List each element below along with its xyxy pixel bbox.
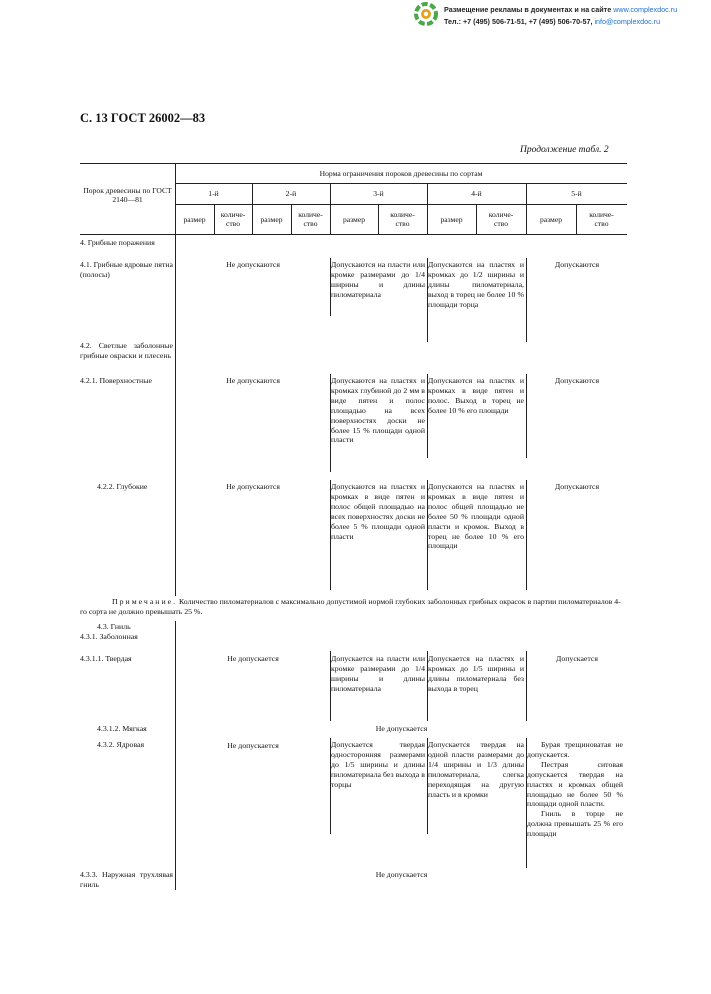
header-qty-2: количе- ство	[298, 210, 323, 228]
header-size-5: размер	[539, 215, 563, 224]
row-4-2-1-grade-3: Допускаются на пластях и кромках глубиной до 2 мм в виде пятен и полос площадью на всех поверхностях доски не более 15 % площади одной пласти	[331, 376, 425, 445]
header-qty-4: количе- ство	[488, 210, 514, 228]
row-4-3-2-grades-1-2: Не допускается	[227, 741, 279, 750]
row-4-1-grades-1-2: Не допускаются	[226, 260, 280, 269]
header-norm: Норма ограничения пороков древесины по сортам	[319, 169, 483, 178]
table-continuation: Продолжение табл. 2	[520, 145, 609, 155]
header-grade-1: 1-й	[208, 189, 219, 198]
header-qty-3: количе- ство	[390, 210, 415, 228]
row-4-2-1-grades-1-2: Не допускаются	[226, 376, 280, 385]
row-4-2-2-grades-1-2: Не допускаются	[226, 482, 280, 491]
row-4-2-2-grade-4: Допускаются на пластях и кромках в виде пятен и полос общей площадью не более 50 % площади одной пласти и кромок. Выход в торец не более 10 % его площади	[428, 482, 524, 551]
row-4-2-1-label: 4.2.1. Поверхностные	[80, 376, 152, 385]
note-heading: Примечание.	[112, 597, 178, 606]
header-defect: Порок древесины по ГОСТ 2140—81	[83, 186, 172, 204]
table-header	[80, 163, 627, 235]
row-4-3-3-all-grades: Не допускается	[375, 870, 428, 879]
page-title: С. 13 ГОСТ 26002—83	[80, 111, 206, 125]
row-4-2-1-grade-5: Допускаются	[554, 376, 600, 385]
row-4-3-1-1-grade-3: Допускается на пласти или кромке размерами до 1/4 ширины и длины пиломатериала	[331, 654, 425, 693]
header-size-2: размер	[260, 215, 283, 224]
header-grade-2: 2-й	[285, 189, 297, 198]
ad-line-2: Тел.: +7 (495) 506-71-51, +7 (495) 506-70-57, info@complexdoc.ru	[444, 17, 661, 26]
row-4-1-label: 4.1. Грибные ядровые пятна (полосы)	[80, 260, 173, 279]
row-4-title: 4. Грибные поражения	[80, 238, 155, 247]
table-note	[80, 597, 627, 617]
header-size-1: размер	[183, 215, 206, 224]
ad-site-link[interactable]: www.complexdoc.ru	[613, 5, 678, 14]
row-4-3-3-label: 4.3.3. Наружная трухлявая гниль	[80, 870, 173, 889]
row-4-3-1-1-grade-4: Допускается на пластях и кромках до 1/5 ширины и длины пиломатериала без выхода в торец	[428, 654, 524, 693]
row-4-3-2-grade-4: Допускается твердая на одной пласти размерами до 1/4 ширины и 1/3 длины пиломатериала, слегка переходящая на другую пласть и в кромки	[428, 740, 524, 799]
note-text: Количество пиломатериалов с максимально допустимой нормой глубоких заболонных грибных окрасок в партии пиломатериалов 4-го сорта не должно превышать 25 %.	[80, 597, 621, 616]
row-4-3-1-label: 4.3.1. Заболонная	[80, 632, 138, 641]
row-4-3-2-grade-5-p3: Гниль в торце не должна превышать 25 % его площади	[527, 809, 623, 839]
row-4-3-1-1-label: 4.3.1.1. Твердая	[80, 654, 132, 663]
header-grade-3: 3-й	[373, 189, 384, 198]
header-size-4: размер	[440, 215, 463, 224]
header-grade-5: 5-й	[571, 189, 582, 198]
row-4-3-1-2-label: 4.3.1.2. Мягкая	[97, 724, 147, 733]
row-4-3-2-grade-3: Допускается твердая односторонняя размерами до 1/5 ширины и длины пиломатериала без выхода в торцы	[331, 740, 425, 789]
row-4-3-2-grade-5-p2: Пестрая ситовая допускается твердая на пластях и кромках общей площадью не более 50 % площади одной пласти.	[527, 759, 623, 809]
row-4-2-2-label: 4.2.2. Глубокие	[97, 482, 148, 491]
row-4-3-2-grade-5	[527, 740, 623, 839]
row-4-2-2-grade-3: Допускаются на пластях и кромках в виде пятен и полос общей площадью на всех поверхностях доски не более 5 % площади одной пласти	[331, 482, 425, 541]
row-4-3-label: 4.3. Гниль	[97, 622, 131, 631]
ad-line-1: Размещение рекламы в документах и на сайте www.complexdoc.ru	[444, 5, 678, 14]
header-size-3: размер	[342, 215, 366, 224]
row-4-1-grade-4: Допускаются на пластях и кромках до 1/2 ширины и длины пиломатериала, выход в торец не более 10 % площади торца	[428, 260, 524, 309]
complexdoc-logo-icon	[414, 2, 438, 26]
row-4-2-2-grade-5: Допускаются	[554, 482, 600, 491]
header-qty-1: количе- ство	[220, 210, 246, 228]
header-qty-5: количе- ство	[589, 210, 614, 228]
ad-banner	[414, 2, 711, 28]
row-4-1-grade-5: Допускаются	[554, 260, 600, 269]
row-4-2-label: 4.2. Светлые заболонные грибные окраски и плесень	[80, 341, 173, 360]
row-4-3-2-label: 4.3.2. Ядровая	[97, 740, 145, 749]
row-4-2-1-grade-4: Допускаются на пластях и кромках в виде пятен и полос. Выход в торец не более 10 % его площади	[428, 376, 524, 415]
header-grade-4: 4-й	[471, 189, 482, 198]
row-4-3-2-grade-5-p1: Бурая трещиноватая не допускается.	[527, 740, 623, 759]
row-4-3-1-1-grade-5: Допускается	[556, 654, 598, 663]
row-4-1-grade-3: Допускаются на пласти или кромке размерами до 1/4 ширины и длины пиломатериала	[331, 260, 425, 299]
row-4-3-1-1-grades-1-2: Не допускается	[227, 654, 279, 663]
row-4-3-1-2-all-grades: Не допускается	[375, 724, 428, 733]
ad-email-link[interactable]: info@complexdoc.ru	[594, 17, 661, 26]
